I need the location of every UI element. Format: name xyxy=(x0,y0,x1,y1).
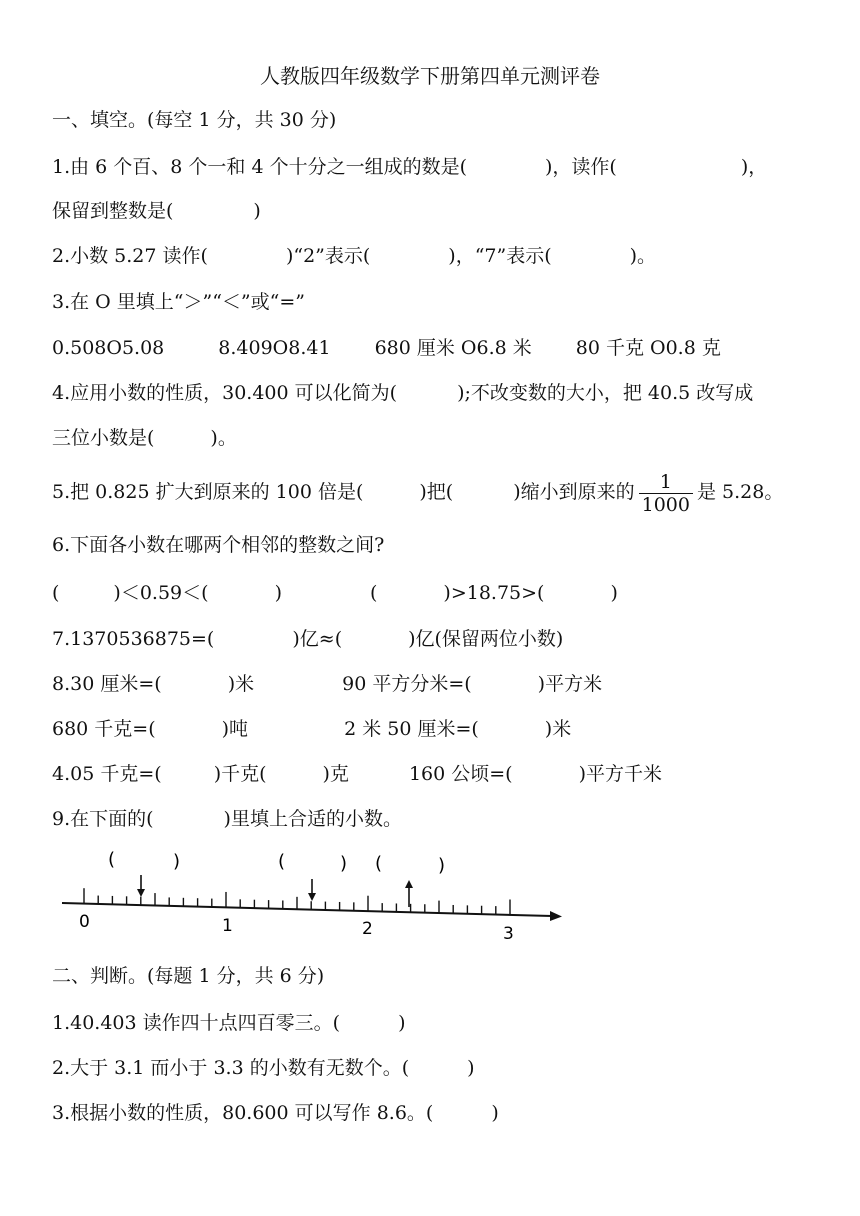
fraction: $\frac{1}{1000}$ xyxy=(639,471,693,516)
tick-label-2: 2 xyxy=(362,919,373,939)
judgement-1: 1.40.403 读作四十点四百零三。( ) xyxy=(52,1012,406,1034)
question-1-line2: 保留到整数是( ) xyxy=(52,200,261,222)
answer-paren-1-close: ) xyxy=(173,851,181,872)
tick-label-0: 0 xyxy=(79,912,90,932)
answer-paren-1-open: ( xyxy=(108,849,116,870)
question-8-row2: 680 千克=( )吨 2 米 50 厘米=( )米 xyxy=(52,718,572,740)
question-8-row1: 8.30 厘米=( )米 90 平方分米=( )平方米 xyxy=(52,673,603,695)
tick-label-3: 3 xyxy=(503,924,514,944)
down-arrow-1 xyxy=(137,875,145,897)
answer-paren-2-open: ( xyxy=(278,851,286,872)
judgement-3: 3.根据小数的性质，80.600 可以写作 8.6。( ) xyxy=(52,1102,499,1124)
tick-label-1: 1 xyxy=(222,916,233,936)
question-6-items: ( )＜0.59＜( ) ( )>18.75>( ) xyxy=(52,582,618,604)
question-7: 7.1370536875=( )亿≈( )亿(保留两位小数) xyxy=(52,628,564,650)
down-arrow-2 xyxy=(308,879,316,901)
section1-heading: 一、填空。(每空 1 分，共 30 分) xyxy=(52,109,337,131)
question-2: 2.小数 5.27 读作( )“2”表示( )，“7”表示( )。 xyxy=(52,245,657,267)
question-3-items: 0.508O5.08 8.409O8.41 680 厘米 O6.8 米 80 千克 O0.8 克 xyxy=(52,337,721,359)
answer-paren-3-open: ( xyxy=(375,853,383,874)
number-line-ticks xyxy=(84,888,510,915)
question-4-line1: 4.应用小数的性质，30.400 可以化简为( );不改变数的大小，把 40.5 改写成 xyxy=(52,382,754,404)
question-4-line2: 三位小数是( )。 xyxy=(52,427,237,449)
judgement-2: 2.大于 3.1 而小于 3.3 的小数有无数个。( ) xyxy=(52,1057,475,1079)
question-3: 3.在 O 里填上“＞”“＜”或“=” xyxy=(52,291,305,313)
up-arrow-3 xyxy=(405,880,413,907)
page-title: 人教版四年级数学下册第四单元测评卷 xyxy=(260,64,600,88)
section2-heading: 二、判断。(每题 1 分，共 6 分) xyxy=(52,965,325,987)
answer-paren-2-close: ) xyxy=(340,853,348,874)
question-6: 6.下面各小数在哪两个相邻的整数之间? xyxy=(52,534,385,556)
number-line-axis xyxy=(62,903,552,916)
answer-paren-3-close: ) xyxy=(438,855,446,876)
number-line-figure xyxy=(0,845,860,945)
question-5: 5.把 0.825 扩大到原来的 100 倍是( )把( )缩小到原来的 $\frac{1}{1000}$ 是 5.28。 xyxy=(52,470,784,516)
number-line-arrowhead xyxy=(550,911,562,921)
question-9: 9.在下面的( )里填上合适的小数。 xyxy=(52,808,402,830)
question-1-line1: 1.由 6 个百、8 个一和 4 个十分之一组成的数是( )，读作( )， xyxy=(52,156,768,178)
question-8-row3: 4.05 千克=( )千克( )克 160 公顷=( )平方千米 xyxy=(52,763,662,785)
